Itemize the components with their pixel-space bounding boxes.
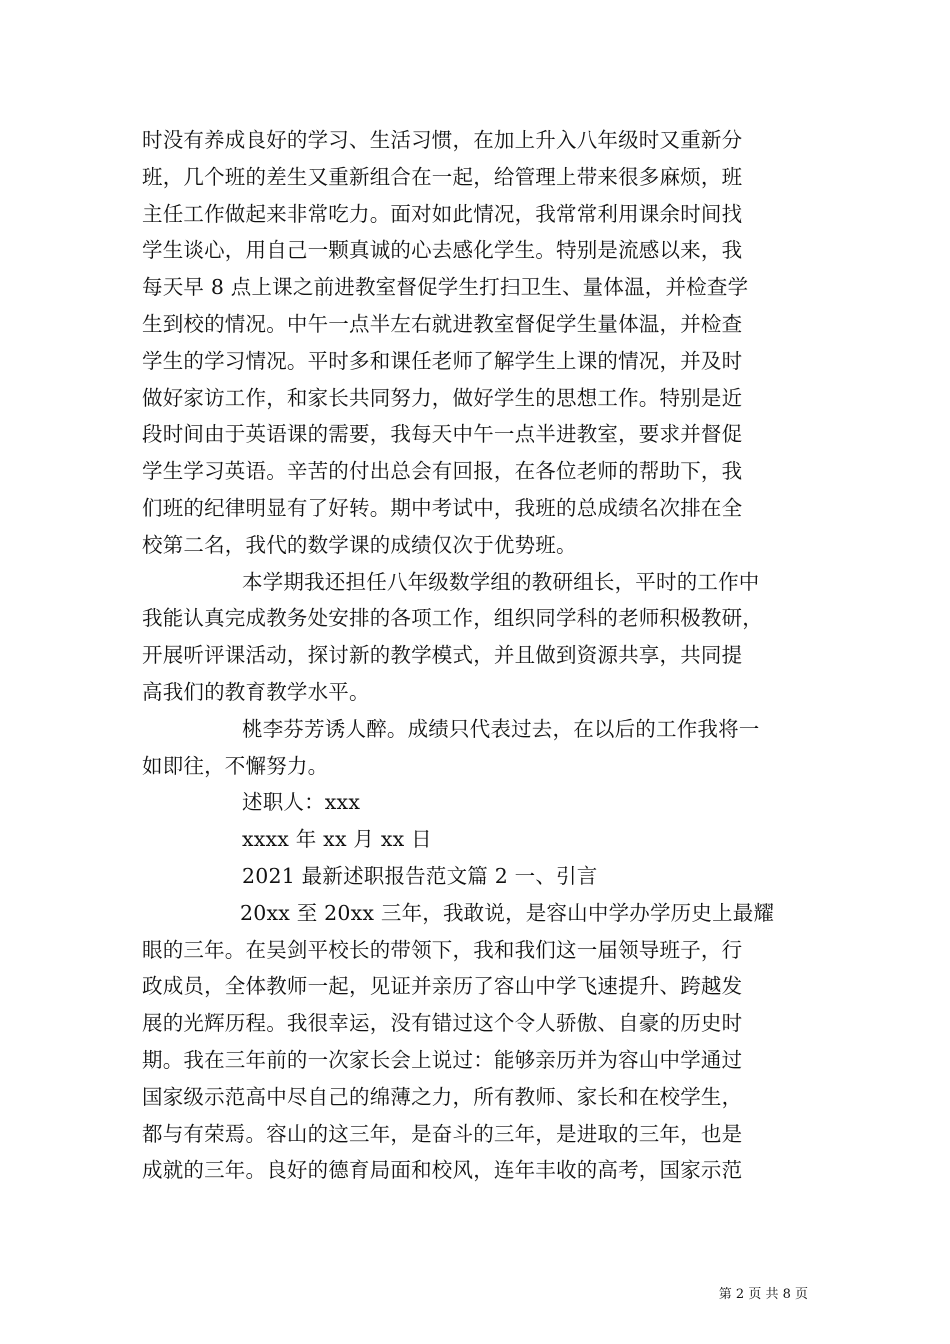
- text-line: 学生谈心，用自己一颗真诚的心去感化学生。特别是流感以来，我: [142, 238, 743, 263]
- text-line: 政成员，全体教师一起，见证并亲历了容山中学飞速提升、跨越发: [142, 974, 743, 999]
- section-heading: 2021 最新述职报告范文篇 2 一、引言: [242, 863, 598, 888]
- text-line: 学生的学习情况。平时多和课任老师了解学生上课的情况，并及时: [142, 348, 743, 373]
- text-line: 本学期我还担任八年级数学组的教研组长，平时的工作中: [242, 569, 760, 594]
- text-line: 桃李芬芳诱人醉。成绩只代表过去，在以后的工作我将一: [242, 716, 760, 741]
- text-line: 时没有养成良好的学习、生活习惯，在加上升入八年级时又重新分: [142, 128, 743, 152]
- text-line: 期。我在三年前的一次家长会上说过：能够亲历并为容山中学通过: [142, 1047, 743, 1072]
- text-line: 国家级示范高中尽自己的绵薄之力，所有教师、家长和在校学生，: [142, 1084, 743, 1109]
- text-line: 20xx 至 20xx 三年，我敢说，是容山中学办学历史上最耀: [240, 900, 775, 925]
- signature-name: 述职人：xxx: [242, 790, 361, 815]
- text-line: 生到校的情况。中午一点半左右就进教室督促学生量体温，并检查: [142, 311, 743, 336]
- text-line: 开展听评课活动，探讨新的教学模式，并且做到资源共享，共同提: [142, 643, 743, 668]
- body-text: [142, 122, 814, 1189]
- text-line: 主任工作做起来非常吃力。面对如此情况，我常常利用课余时间找: [142, 201, 743, 226]
- text-line: 班，几个班的差生又重新组合在一起，给管理上带来很多麻烦，班: [142, 164, 743, 189]
- text-line: 如即往，不懈努力。: [142, 753, 329, 778]
- text-line: 校第二名，我代的数学课的成绩仅次于优势班。: [142, 532, 577, 557]
- text-line: 眼的三年。在吴剑平校长的带领下，我和我们这一届领导班子，行: [142, 937, 743, 962]
- text-line: 都与有荣焉。容山的这三年，是奋斗的三年，是进取的三年，也是: [142, 1121, 743, 1146]
- text-line: 段时间由于英语课的需要，我每天中午一点半进教室，要求并督促: [142, 422, 743, 447]
- signature-date: xxxx 年 xx 月 xx 日: [242, 827, 432, 852]
- text-line: 成就的三年。良好的德育局面和校风，连年丰收的高考，国家示范: [142, 1158, 743, 1183]
- text-line: 们班的纪律明显有了好转。期中考试中，我班的总成绩名次排在全: [142, 495, 743, 520]
- text-line: 每天早 8 点上课之前进教室督促学生打扫卫生、量体温，并检查学: [142, 275, 749, 300]
- text-line: 做好家访工作，和家长共同努力，做好学生的思想工作。特别是近: [142, 385, 743, 410]
- text-line: 高我们的教育教学水平。: [142, 679, 370, 704]
- text-line: 学生学习英语。辛苦的付出总会有回报，在各位老师的帮助下，我: [142, 459, 743, 484]
- text-line: 我能认真完成教务处安排的各项工作，组织同学科的老师积极教研，: [142, 606, 763, 631]
- text-line: 展的光辉历程。我很幸运，没有错过这个令人骄傲、自豪的历史时: [142, 1011, 743, 1036]
- page-number: 第 2 页 共 8 页: [718, 1287, 808, 1302]
